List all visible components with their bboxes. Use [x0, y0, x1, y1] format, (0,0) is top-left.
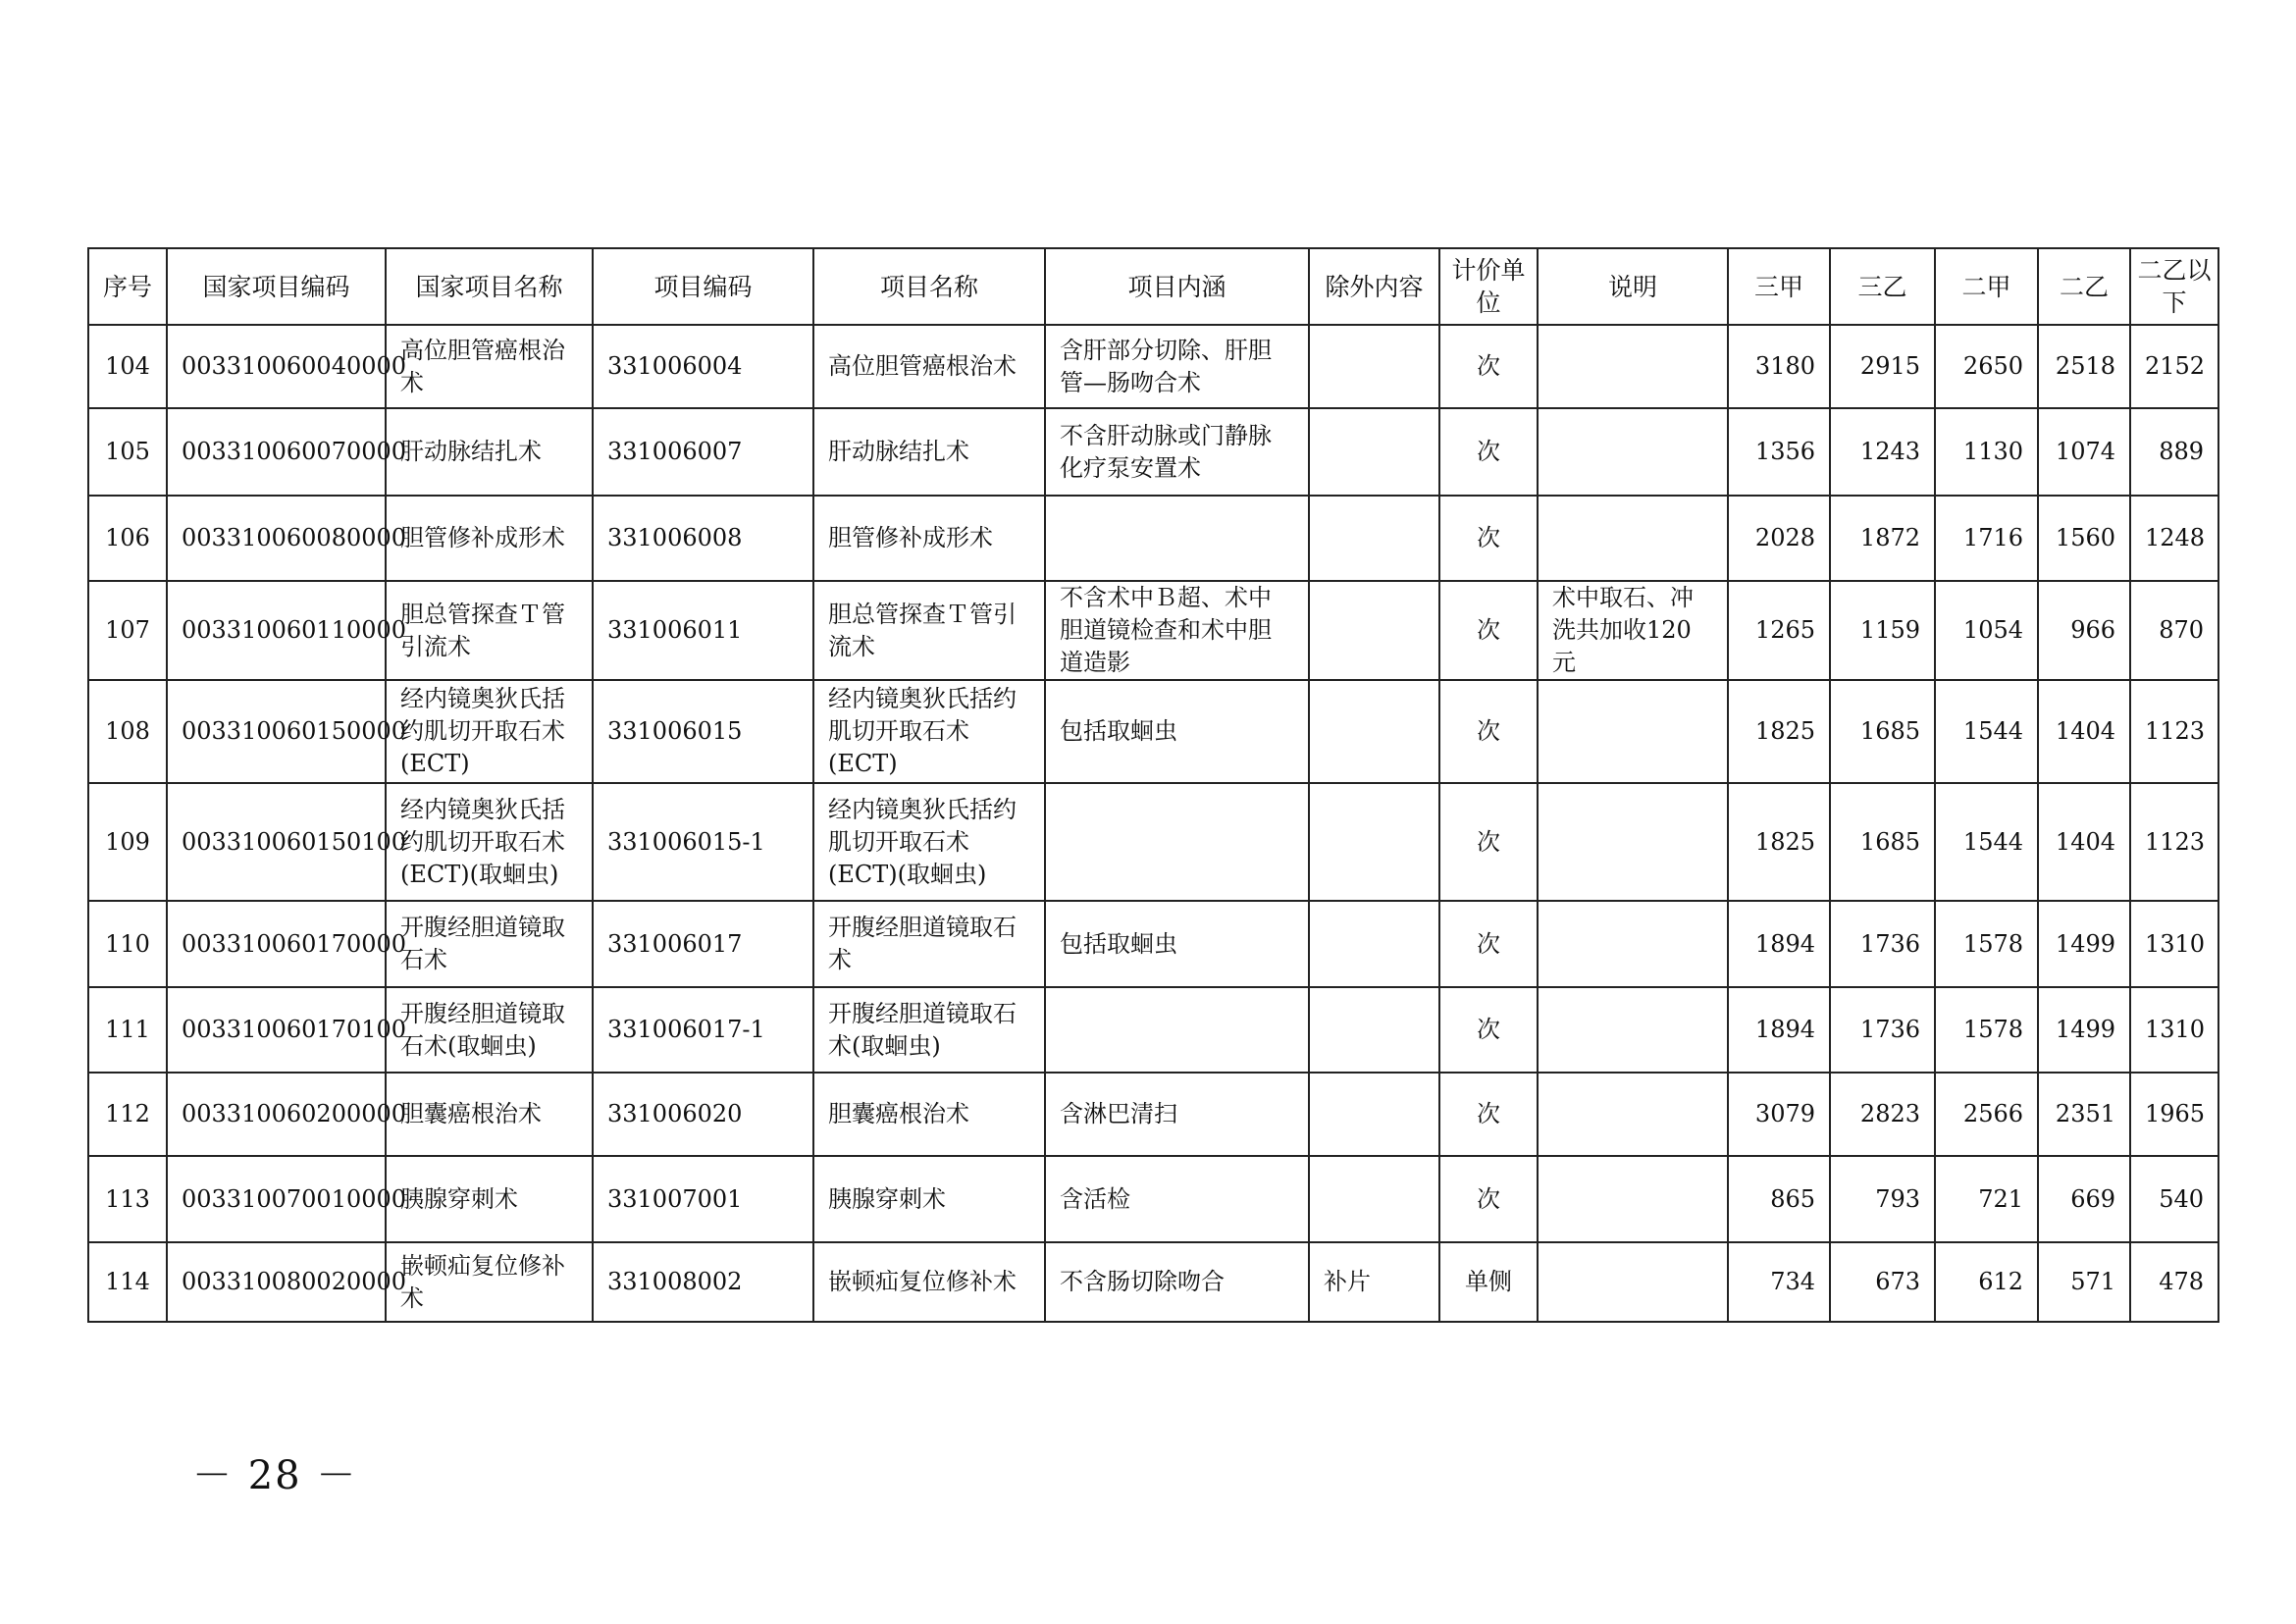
seq-cell: 107 — [88, 581, 167, 680]
unit-cell: 次 — [1439, 408, 1538, 496]
price-2b-cell: 1499 — [2038, 987, 2130, 1073]
item-scope-cell: 不含术中Ｂ超、术中胆道镜检查和术中胆道造影 — [1045, 581, 1309, 680]
seq-cell: 104 — [88, 325, 167, 408]
price-3b-cell: 1685 — [1830, 680, 1935, 783]
price-2b-cell: 1560 — [2038, 496, 2130, 581]
price-3b-cell: 1243 — [1830, 408, 1935, 496]
price-3b-cell: 1159 — [1830, 581, 1935, 680]
item-name-cell: 开腹经胆道镜取石术 — [813, 901, 1045, 987]
national-code-cell: 003310060070000 — [167, 408, 386, 496]
exclusions-cell — [1309, 408, 1439, 496]
notes-cell — [1538, 325, 1728, 408]
national-name-cell: 嵌顿疝复位修补术 — [386, 1242, 593, 1322]
item-code-cell: 331006011 — [593, 581, 813, 680]
price-2b-cell: 1404 — [2038, 783, 2130, 901]
col-header-below-2b: 二乙以下 — [2130, 248, 2218, 325]
col-header-item-name: 项目名称 — [813, 248, 1045, 325]
item-scope-cell: 含淋巴清扫 — [1045, 1073, 1309, 1156]
national-name-cell: 胆总管探查Ｔ管引流术 — [386, 581, 593, 680]
price-3b-cell: 1872 — [1830, 496, 1935, 581]
price-3a-cell: 3079 — [1728, 1073, 1830, 1156]
item-name-cell: 胰腺穿刺术 — [813, 1156, 1045, 1242]
price-2b-cell: 1074 — [2038, 408, 2130, 496]
item-scope-cell: 不含肠切除吻合 — [1045, 1242, 1309, 1322]
item-scope-cell — [1045, 496, 1309, 581]
table-row — [88, 783, 2218, 901]
table-row — [88, 1073, 2218, 1156]
item-name-cell: 高位胆管癌根治术 — [813, 325, 1045, 408]
price-2b-cell: 2518 — [2038, 325, 2130, 408]
seq-cell: 110 — [88, 901, 167, 987]
price-2a-cell: 1578 — [1935, 987, 2038, 1073]
notes-cell — [1538, 987, 1728, 1073]
price-3a-cell: 3180 — [1728, 325, 1830, 408]
unit-cell: 单侧 — [1439, 1242, 1538, 1322]
price-2a-cell: 2566 — [1935, 1073, 2038, 1156]
price-2b-cell: 1499 — [2038, 901, 2130, 987]
unit-cell: 次 — [1439, 325, 1538, 408]
header-row — [88, 248, 2218, 325]
notes-cell — [1538, 1073, 1728, 1156]
price-3a-cell: 865 — [1728, 1156, 1830, 1242]
item-code-cell: 331006008 — [593, 496, 813, 581]
price-below-2b-cell: 1965 — [2130, 1073, 2218, 1156]
national-code-cell: 003310060040000 — [167, 325, 386, 408]
national-code-cell: 003310060150100 — [167, 783, 386, 901]
unit-cell: 次 — [1439, 783, 1538, 901]
item-code-cell: 331006007 — [593, 408, 813, 496]
item-scope-cell: 不含肝动脉或门静脉化疗泵安置术 — [1045, 408, 1309, 496]
table-row — [88, 987, 2218, 1073]
exclusions-cell — [1309, 496, 1439, 581]
price-3b-cell: 1736 — [1830, 987, 1935, 1073]
price-3a-cell: 1825 — [1728, 680, 1830, 783]
price-3b-cell: 673 — [1830, 1242, 1935, 1322]
col-header-national-name: 国家项目名称 — [386, 248, 593, 325]
table-row — [88, 680, 2218, 783]
item-scope-cell: 含活检 — [1045, 1156, 1309, 1242]
exclusions-cell — [1309, 325, 1439, 408]
exclusions-cell — [1309, 1073, 1439, 1156]
unit-cell: 次 — [1439, 987, 1538, 1073]
price-3a-cell: 2028 — [1728, 496, 1830, 581]
unit-cell: 次 — [1439, 496, 1538, 581]
unit-cell: 次 — [1439, 901, 1538, 987]
item-name-cell: 经内镜奥狄氏括约肌切开取石术(ECT) — [813, 680, 1045, 783]
seq-cell: 105 — [88, 408, 167, 496]
price-2b-cell: 966 — [2038, 581, 2130, 680]
national-name-cell: 开腹经胆道镜取石术 — [386, 901, 593, 987]
notes-cell — [1538, 783, 1728, 901]
item-name-cell: 胆囊癌根治术 — [813, 1073, 1045, 1156]
price-2a-cell: 1544 — [1935, 783, 2038, 901]
national-code-cell: 003310060150000 — [167, 680, 386, 783]
item-name-cell: 胆总管探查Ｔ管引流术 — [813, 581, 1045, 680]
exclusions-cell — [1309, 987, 1439, 1073]
national-code-cell: 003310060200000 — [167, 1073, 386, 1156]
national-code-cell: 003310060110000 — [167, 581, 386, 680]
price-3a-cell: 734 — [1728, 1242, 1830, 1322]
col-header-tier-3b: 三乙 — [1830, 248, 1935, 325]
price-below-2b-cell: 1123 — [2130, 680, 2218, 783]
national-code-cell: 003310060170100 — [167, 987, 386, 1073]
national-code-cell: 003310060080000 — [167, 496, 386, 581]
unit-cell: 次 — [1439, 680, 1538, 783]
notes-cell — [1538, 408, 1728, 496]
price-table — [87, 247, 2219, 1323]
price-2b-cell: 669 — [2038, 1156, 2130, 1242]
price-3a-cell: 1894 — [1728, 901, 1830, 987]
unit-cell: 次 — [1439, 581, 1538, 680]
seq-cell: 114 — [88, 1242, 167, 1322]
table-row — [88, 496, 2218, 581]
exclusions-cell — [1309, 1156, 1439, 1242]
col-header-tier-3a: 三甲 — [1728, 248, 1830, 325]
item-scope-cell — [1045, 783, 1309, 901]
price-2a-cell: 1544 — [1935, 680, 2038, 783]
price-3a-cell: 1825 — [1728, 783, 1830, 901]
unit-cell: 次 — [1439, 1073, 1538, 1156]
item-name-cell: 嵌顿疝复位修补术 — [813, 1242, 1045, 1322]
national-name-cell: 高位胆管癌根治术 — [386, 325, 593, 408]
national-name-cell: 开腹经胆道镜取石术(取蛔虫) — [386, 987, 593, 1073]
price-3b-cell: 793 — [1830, 1156, 1935, 1242]
unit-cell: 次 — [1439, 1156, 1538, 1242]
notes-cell — [1538, 1242, 1728, 1322]
col-header-tier-2b: 二乙 — [2038, 248, 2130, 325]
col-header-item-scope: 项目内涵 — [1045, 248, 1309, 325]
item-code-cell: 331008002 — [593, 1242, 813, 1322]
price-2b-cell: 2351 — [2038, 1073, 2130, 1156]
price-below-2b-cell: 1310 — [2130, 987, 2218, 1073]
exclusions-cell — [1309, 901, 1439, 987]
price-below-2b-cell: 1123 — [2130, 783, 2218, 901]
seq-cell: 111 — [88, 987, 167, 1073]
price-2a-cell: 1716 — [1935, 496, 2038, 581]
notes-cell — [1538, 1156, 1728, 1242]
national-name-cell: 胆囊癌根治术 — [386, 1073, 593, 1156]
price-below-2b-cell: 2152 — [2130, 325, 2218, 408]
col-header-item-code: 项目编码 — [593, 248, 813, 325]
national-code-cell: 003310080020000 — [167, 1242, 386, 1322]
item-scope-cell: 含肝部分切除、肝胆管—肠吻合术 — [1045, 325, 1309, 408]
item-code-cell: 331006017 — [593, 901, 813, 987]
item-code-cell: 331006015-1 — [593, 783, 813, 901]
item-scope-cell: 包括取蛔虫 — [1045, 680, 1309, 783]
item-name-cell: 经内镜奥狄氏括约肌切开取石术(ECT)(取蛔虫) — [813, 783, 1045, 901]
item-code-cell: 331006017-1 — [593, 987, 813, 1073]
price-2b-cell: 571 — [2038, 1242, 2130, 1322]
table-row — [88, 408, 2218, 496]
table-row — [88, 1242, 2218, 1322]
price-2b-cell: 1404 — [2038, 680, 2130, 783]
notes-cell: 术中取石、冲洗共加收120元 — [1538, 581, 1728, 680]
price-below-2b-cell: 478 — [2130, 1242, 2218, 1322]
price-3b-cell: 1736 — [1830, 901, 1935, 987]
national-name-cell: 经内镜奥狄氏括约肌切开取石术(ECT)(取蛔虫) — [386, 783, 593, 901]
price-2a-cell: 721 — [1935, 1156, 2038, 1242]
table-row — [88, 1156, 2218, 1242]
item-scope-cell — [1045, 987, 1309, 1073]
price-below-2b-cell: 870 — [2130, 581, 2218, 680]
col-header-notes: 说明 — [1538, 248, 1728, 325]
table-row — [88, 325, 2218, 408]
price-2a-cell: 2650 — [1935, 325, 2038, 408]
seq-cell: 109 — [88, 783, 167, 901]
col-header-seq: 序号 — [88, 248, 167, 325]
price-2a-cell: 1054 — [1935, 581, 2038, 680]
national-name-cell: 经内镜奥狄氏括约肌切开取石术(ECT) — [386, 680, 593, 783]
price-3a-cell: 1356 — [1728, 408, 1830, 496]
price-3a-cell: 1894 — [1728, 987, 1830, 1073]
table-row — [88, 901, 2218, 987]
col-header-tier-2a: 二甲 — [1935, 248, 2038, 325]
item-scope-cell: 包括取蛔虫 — [1045, 901, 1309, 987]
notes-cell — [1538, 680, 1728, 783]
price-2a-cell: 612 — [1935, 1242, 2038, 1322]
price-below-2b-cell: 1310 — [2130, 901, 2218, 987]
national-code-cell: 003310060170000 — [167, 901, 386, 987]
item-code-cell: 331006004 — [593, 325, 813, 408]
col-header-exclusions: 除外内容 — [1309, 248, 1439, 325]
exclusions-cell — [1309, 680, 1439, 783]
col-header-unit: 计价单位 — [1439, 248, 1538, 325]
table-row — [88, 581, 2218, 680]
national-code-cell: 003310070010000 — [167, 1156, 386, 1242]
price-3b-cell: 2915 — [1830, 325, 1935, 408]
national-name-cell: 胰腺穿刺术 — [386, 1156, 593, 1242]
seq-cell: 113 — [88, 1156, 167, 1242]
table-body — [88, 325, 2218, 1322]
item-name-cell: 胆管修补成形术 — [813, 496, 1045, 581]
price-below-2b-cell: 889 — [2130, 408, 2218, 496]
price-2a-cell: 1130 — [1935, 408, 2038, 496]
price-below-2b-cell: 540 — [2130, 1156, 2218, 1242]
page-number: － 28 － — [192, 1453, 358, 1498]
price-3a-cell: 1265 — [1728, 581, 1830, 680]
seq-cell: 108 — [88, 680, 167, 783]
item-code-cell: 331006015 — [593, 680, 813, 783]
item-code-cell: 331007001 — [593, 1156, 813, 1242]
seq-cell: 112 — [88, 1073, 167, 1156]
exclusions-cell — [1309, 783, 1439, 901]
national-name-cell: 胆管修补成形术 — [386, 496, 593, 581]
price-below-2b-cell: 1248 — [2130, 496, 2218, 581]
price-3b-cell: 1685 — [1830, 783, 1935, 901]
price-2a-cell: 1578 — [1935, 901, 2038, 987]
national-name-cell: 肝动脉结扎术 — [386, 408, 593, 496]
col-header-national-code: 国家项目编码 — [167, 248, 386, 325]
notes-cell — [1538, 901, 1728, 987]
price-3b-cell: 2823 — [1830, 1073, 1935, 1156]
item-name-cell: 肝动脉结扎术 — [813, 408, 1045, 496]
exclusions-cell: 补片 — [1309, 1242, 1439, 1322]
exclusions-cell — [1309, 581, 1439, 680]
seq-cell: 106 — [88, 496, 167, 581]
notes-cell — [1538, 496, 1728, 581]
item-name-cell: 开腹经胆道镜取石术(取蛔虫) — [813, 987, 1045, 1073]
item-code-cell: 331006020 — [593, 1073, 813, 1156]
